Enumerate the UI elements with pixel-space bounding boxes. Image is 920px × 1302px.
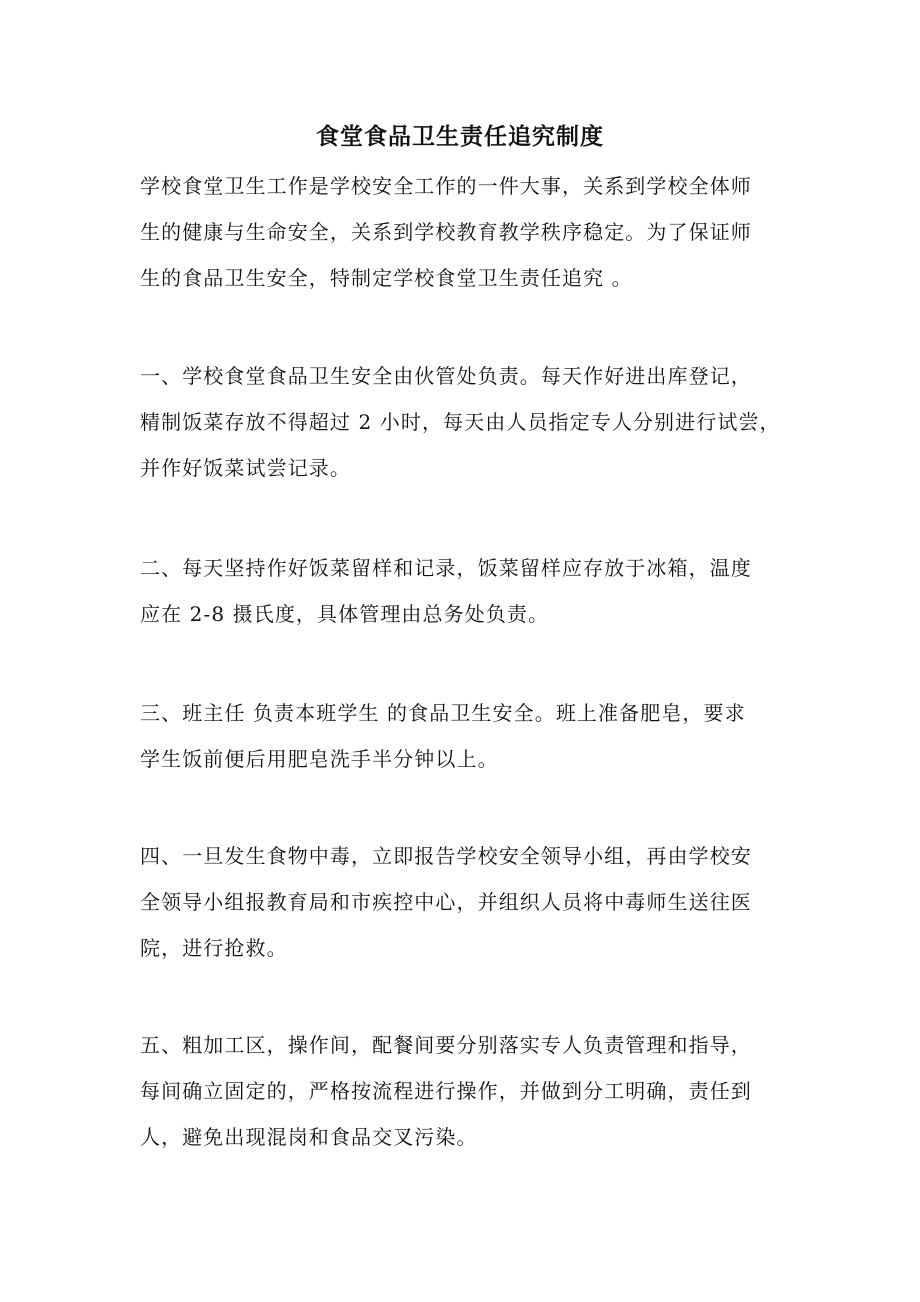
paragraph-line: 五、粗加工区，操作间，配餐间要分别落实专人负责管理和指导， <box>140 1033 752 1057</box>
paragraph-item-1 <box>140 353 780 491</box>
paragraph-item-4 <box>140 833 780 971</box>
paragraph-line: 每间确立固定的，严格按流程进行操作，并做到分工明确，责任到 <box>140 1079 752 1103</box>
paragraph-line: 全领导小组报教育局和市疾控中心，并组织人员将中毒师生送往医 <box>140 890 752 914</box>
paragraph-item-5 <box>140 1022 780 1160</box>
paragraph-line: 精制饭菜存放不得超过 2 小时，每天由人员指定专人分别进行试尝， <box>140 410 781 434</box>
paragraph-intro <box>140 163 780 301</box>
paragraph-line: 四、一旦发生食物中毒，立即报告学校安全领导小组，再由学校安 <box>140 844 752 868</box>
paragraph-line: 生的健康与生命安全，关系到学校教育教学秩序稳定。为了保证师 <box>140 220 752 244</box>
paragraph-line: 应在 2-8 摄氏度，具体管理由总务处负责。 <box>140 602 550 626</box>
paragraph-line: 三、班主任 负责本班学生 的食品卫生安全。班上准备肥皂，要求 <box>140 701 746 725</box>
paragraph-line: 生的食品卫生安全，特制定学校食堂卫生责任追究 。 <box>140 266 633 290</box>
paragraph-item-3 <box>140 690 780 782</box>
paragraph-line: 人，避免出现混岗和食品交叉污染。 <box>140 1125 478 1149</box>
paragraph-line: 并作好饭菜试尝记录。 <box>140 456 351 480</box>
paragraph-item-2 <box>140 545 780 637</box>
paragraph-line: 学生饭前便后用肥皂洗手半分钟以上。 <box>140 747 499 771</box>
document-title: 食堂食品卫生责任追究制度 <box>316 123 604 150</box>
paragraph-line: 一、学校食堂食品卫生安全由伙管处负责。每天作好进出库登记， <box>140 364 752 388</box>
paragraph-line: 院，进行抢救。 <box>140 936 288 960</box>
paragraph-line: 学校食堂卫生工作是学校安全工作的一件大事，关系到学校全体师 <box>140 174 752 198</box>
paragraph-line: 二、每天坚持作好饭菜留样和记录，饭菜留样应存放于冰箱，温度 <box>140 556 752 580</box>
